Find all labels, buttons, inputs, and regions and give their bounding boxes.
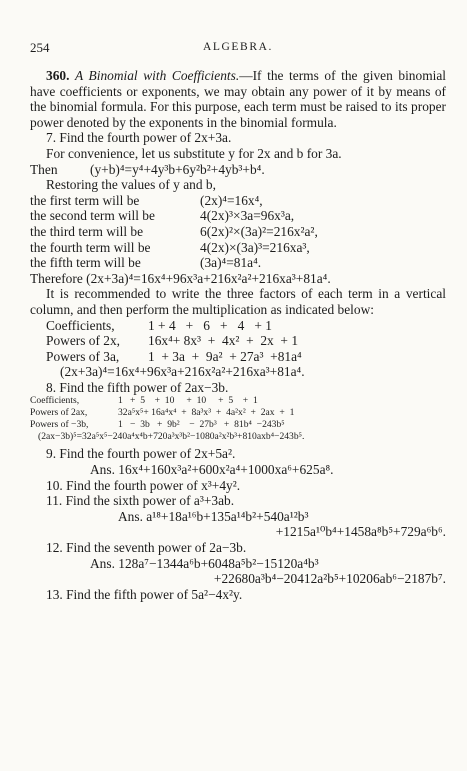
exercise-11-answer-cont: +1215a¹⁰b⁴+1458a⁸b⁵+729a⁶b⁶. — [275, 524, 446, 540]
running-title: ALGEBRA. — [203, 41, 273, 53]
page — [30, 40, 446, 602]
row-cells: 32a⁵x⁵+ 16a⁴x⁴ + 8a³x³ + 4a²x² + 2ax + 1 — [118, 407, 295, 419]
row-cells: 1 + 4 + 6 + 4 + 1 — [148, 317, 272, 333]
table-row — [30, 419, 446, 431]
term-label: the fifth term will be — [30, 255, 141, 271]
table-row — [30, 349, 446, 365]
row-label: Powers of 2ax, — [30, 407, 88, 419]
table-row — [30, 407, 446, 419]
exercise-13-prompt: 13. Find the fifth power of 5a²−4x²y. — [46, 586, 243, 602]
row-cells: 1 + 3a + 9a² + 27a³ +81a⁴ — [148, 348, 302, 364]
example-7-prompt: 7. Find the fourth power of 2x+3a. — [46, 130, 232, 146]
section-title: A Binomial with Coefficients. — [75, 68, 240, 83]
term-value: 6(2x)²×(3a)²=216x²a², — [200, 223, 318, 239]
row-cells: 16x⁴+ 8x³ + 4x² + 2x + 1 — [148, 333, 299, 349]
then-expression: (y+b)⁴=y⁴+4y³b+6y²b²+4yb³+b⁴. — [90, 161, 265, 177]
section-intro: —If the terms of the given binomial have coefficients or exponents, we may obtain any power of it by means of the binomial formula. For this purpose, each term must be raised to its proper power denoted by the exponents in the binomial formula. — [30, 68, 446, 130]
example-7-table — [30, 318, 446, 380]
table-result: (2x+3a)⁴=16x⁴+96x³a+216x²a²+216xa³+81a⁴. — [60, 364, 305, 380]
exercise-9-prompt: 9. Find the fourth power of 2x+5a². — [46, 446, 236, 462]
section-number: 360. — [46, 68, 70, 83]
table-row — [30, 318, 446, 334]
term-label: the first term will be — [30, 192, 140, 208]
term-list — [30, 193, 446, 271]
page-number: 254 — [30, 40, 50, 55]
table-row — [30, 395, 446, 407]
row-label: Powers of 2x, — [46, 333, 121, 349]
table-result: (2ax−3b)⁵=32a⁵x⁵−240a⁴x⁴b+720a³x³b²−1080a²x²b³+810axb⁴−243b⁵. — [38, 431, 305, 443]
exercise-11-prompt: 11. Find the sixth power of a³+3ab. — [46, 493, 235, 509]
exercise-10-prompt: 10. Find the fourth power of x³+4y². — [46, 477, 241, 493]
section-360-paragraph — [30, 68, 446, 130]
then-label: Then — [30, 161, 58, 177]
example-8-prompt: 8. Find the fifth power of 2ax−3b. — [46, 379, 229, 395]
term-row — [30, 208, 446, 224]
therefore-line: Therefore (2x+3a)⁴=16x⁴+96x³a+216x²a²+216xa³+81a⁴. — [30, 270, 331, 286]
running-header — [30, 40, 446, 56]
then-line — [30, 162, 446, 178]
restoring-line: Restoring the values of y and b, — [46, 177, 216, 193]
substitution-note: For convenience, let us substitute y for 2x and b for 3a. — [46, 145, 342, 161]
term-label: the third term will be — [30, 223, 144, 239]
term-value: (2x)⁴=16x⁴, — [200, 192, 263, 208]
term-label: the second term will be — [30, 208, 155, 224]
table-row — [30, 333, 446, 349]
row-label: Powers of 3a, — [46, 348, 120, 364]
term-value: 4(2x)³×3a=96x³a, — [200, 208, 295, 224]
term-label: the fourth term will be — [30, 239, 151, 255]
row-label: Powers of −3b, — [30, 419, 89, 431]
row-label: Coefficients, — [30, 395, 80, 407]
term-row — [30, 193, 446, 209]
row-cells: 1 − 3b + 9b² − 27b³ + 81b⁴ −243b⁵ — [118, 419, 285, 431]
exercise-12-answer: Ans. 128a⁷−1344a⁶b+6048a⁵b²−15120a⁴b³ — [90, 555, 319, 571]
exercise-11-answer: Ans. a¹⁸+18a¹⁶b+135a¹⁴b²+540a¹²b³ — [118, 508, 309, 524]
term-row — [30, 224, 446, 240]
term-row — [30, 240, 446, 256]
exercise-12-prompt: 12. Find the seventh power of 2a−3b. — [46, 540, 247, 556]
term-row — [30, 255, 446, 271]
example-8-table — [30, 395, 446, 443]
exercise-12-answer-cont: +22680a³b⁴−20412a²b⁵+10206ab⁶−2187b⁷. — [213, 571, 446, 587]
term-value: (3a)⁴=81a⁴. — [200, 255, 262, 271]
recommendation-paragraph: It is recommended to write the three factors of each term in a vertical column, and then perform the multiplication as indicated below: — [30, 286, 446, 317]
row-label: Coefficients, — [46, 317, 115, 333]
term-value: 4(2x)×(3a)³=216xa³, — [200, 239, 310, 255]
row-cells: 1 + 5 + 10 + 10 + 5 + 1 — [118, 395, 258, 407]
exercise-9-answer: Ans. 16x⁴+160x³a²+600x²a⁴+1000xa⁶+625a⁸. — [90, 462, 334, 478]
